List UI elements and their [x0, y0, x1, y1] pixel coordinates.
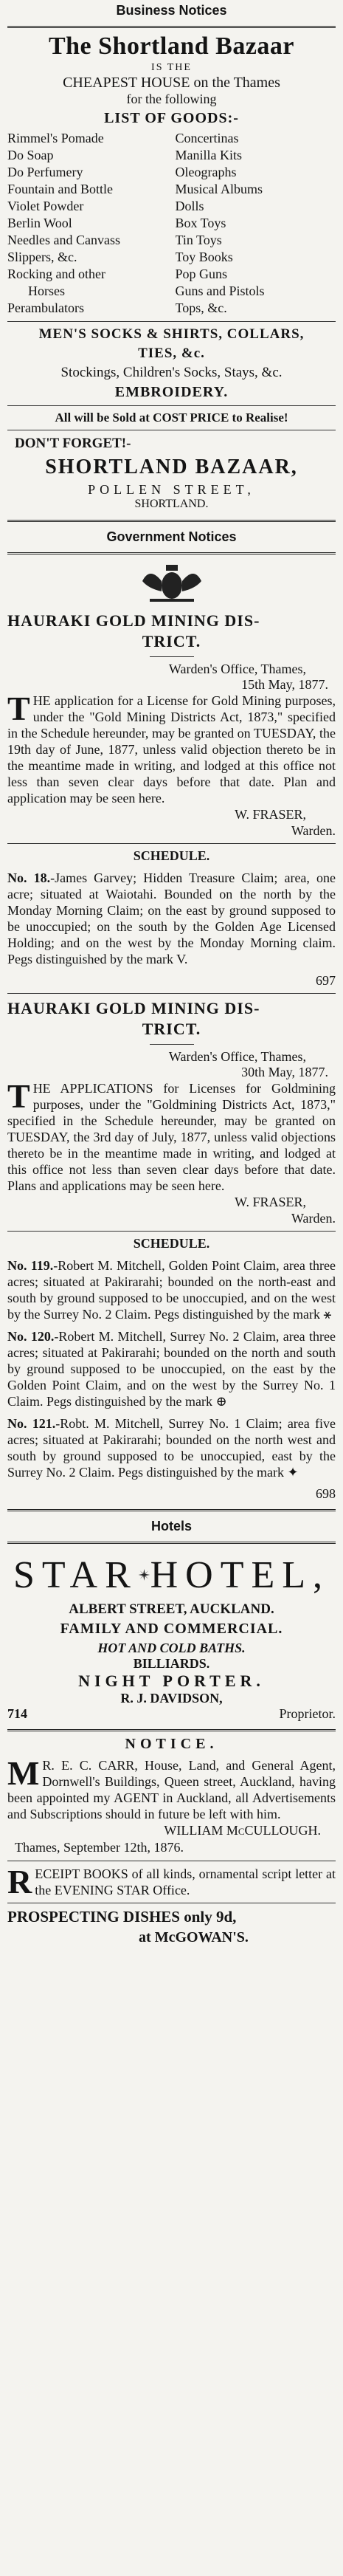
cheapest-house-text: CHEAPEST HOUSE on the Thames — [63, 75, 280, 91]
schedule-item-text: -Robt. M. Mitchell, Surrey No. 1 Claim; area five acres; situated at Pakirarahi; bounded on the north west and south by ground supposed to be unoccupied, east by the Surrey No. 2 Claim. Pegs distinguished by the mark — [7, 1416, 336, 1480]
peg-mark-icon: ⊕ — [215, 1394, 227, 1409]
divider — [7, 405, 336, 406]
is-the-text: IS THE — [151, 62, 192, 73]
schedule-item-text: -James Garvey; Hidden Treasure Claim; area, one acre; situated at Waiotahi. Bounded on the north by the Monday Morning Claim; on the east by ground supposed to be unoccupied; on the south by the Golden Age Licensed Holding; and on the west by the Monday Morning claim. Pegs distinguished by the mark V. — [7, 870, 336, 966]
shortland-line: SHORTLAND. — [134, 498, 209, 510]
goods-list — [7, 130, 336, 317]
goods-item: Perambulators — [7, 300, 84, 315]
goods-item: Violet Powder — [7, 199, 84, 213]
notice2-ref-number: 698 — [316, 1486, 336, 1501]
notice1-body — [7, 690, 336, 806]
notice1-schedule-heading: SCHEDULE. — [133, 848, 210, 863]
notice-heading: NOTICE. — [125, 1736, 218, 1752]
divider — [7, 993, 336, 994]
cost-price-line: All will be Sold at COST PRICE to Realise! — [55, 411, 288, 425]
family-commercial: FAMILY AND COMMERCIAL. — [60, 1621, 283, 1637]
pollen-street-line: POLLEN STREET, — [88, 482, 255, 497]
goods-item: Oleographs — [175, 165, 237, 179]
goods-item: Dolls — [175, 199, 204, 213]
business-notices-heading: Business Notices — [116, 3, 227, 18]
goods-left-column — [7, 130, 168, 317]
dropcap: T — [7, 1077, 30, 1115]
notice-place-date: Thames, September 12th, 1876. — [15, 1840, 184, 1855]
divider — [7, 843, 336, 844]
shortland-bazaar-title: The Shortland Bazaar — [48, 32, 295, 60]
divider — [7, 1729, 336, 1731]
peg-mark-icon: ⚹ — [323, 1307, 332, 1322]
list-of-goods-heading: LIST OF GOODS:- — [104, 110, 239, 126]
notice2-role: Warden. — [291, 1211, 336, 1226]
goods-item: Box Toys — [175, 216, 226, 230]
notice2-date: 30th May, 1877. — [241, 1065, 328, 1079]
notice1-signer: W. FRASER, — [235, 807, 306, 822]
hotel-ref-number: 714 — [7, 1706, 27, 1721]
notice-signer: WILLIAM McCULLOUGH. — [164, 1823, 321, 1838]
goods-item: Horses — [28, 284, 65, 298]
for-following-text: for the following — [126, 92, 217, 106]
goods-item: Slippers, &c. — [7, 250, 77, 264]
schedule-item-number: No. 18. — [7, 870, 51, 885]
notice2-body — [7, 1077, 336, 1194]
star-ornament-icon — [138, 1553, 150, 1597]
prospecting-dishes-line: PROSPECTING DISHES only 9d, — [7, 1908, 237, 1926]
goods-item: Rocking and other — [7, 267, 105, 281]
goods-item: Tin Toys — [175, 233, 222, 247]
goods-right-column — [176, 130, 336, 317]
notice1-office: Warden's Office, Thames, — [168, 662, 306, 676]
mcgowans-line: at McGOWAN'S. — [139, 1929, 249, 1945]
schedule-item-text: -Robert M. Mitchell, Surrey No. 2 Claim, area three acres; situated at Pakirarahi; bounded on the north and south by ground supposed to be unoccupied, on the east by the Golden Point Claim, and on the west by the Surrey No. 1 Claim. Pegs distinguished by the mark — [7, 1329, 336, 1409]
notice-body-text: R. E. C. CARR, House, Land, and General Agent, Dornwell's Buildings, Queen street, Auckland, having been appointed my AGENT in Auckland, all Advertisements and Subscriptions should in future be left with him. — [7, 1758, 336, 1821]
divider — [7, 552, 336, 554]
schedule-item — [7, 1415, 336, 1480]
goods-item: Do Soap — [7, 148, 54, 162]
dont-forget-line: DON'T FORGET!- — [15, 436, 131, 451]
divider — [7, 1542, 336, 1544]
hot-cold-baths: HOT AND COLD BATHS. — [97, 1641, 246, 1655]
dropcap: R — [7, 1863, 32, 1900]
goods-item: Fountain and Bottle — [7, 182, 113, 196]
notice1-body-text: HE application for a License for Gold Mining purposes, under the "Gold Mining Districts Act, 1873," specified in the Schedule hereunder, may be granted on TUESDAY, the 19th day of June, 1877, unless valid objection thereto be in the meantime made in writing, and lodged at this office not less than seven clear days before that date. Plan and application may be seen here. — [7, 693, 336, 806]
schedule-item — [7, 870, 336, 967]
receipt-books-text: ECEIPT BOOKS of all kinds, ornamental script letter at the EVENING STAR Office. — [35, 1866, 336, 1897]
schedule-item-number: No. 120. — [7, 1329, 55, 1344]
schedule-item — [7, 1328, 336, 1409]
divider — [7, 520, 336, 522]
proprietor-label: Proprietor. — [279, 1706, 336, 1721]
divider — [7, 26, 336, 28]
divider — [150, 1044, 194, 1045]
hotels-heading: Hotels — [150, 1519, 192, 1533]
notice1-date: 15th May, 1877. — [241, 677, 328, 692]
peg-mark-icon: ✦ — [287, 1465, 299, 1480]
hotel-word: HOTEL, — [150, 1553, 330, 1596]
hotel-address: ALBERT STREET, AUCKLAND. — [69, 1601, 274, 1617]
notice1-role: Warden. — [291, 823, 336, 838]
schedule-item — [7, 1257, 336, 1322]
embroidery-line: EMBROIDERY. — [114, 384, 229, 400]
night-porter: NIGHT PORTER. — [78, 1672, 265, 1690]
dropcap: T — [7, 690, 30, 727]
notice2-body-text: HE APPLICATIONS for Licenses for Goldmining purposes, under the "Goldmining Districts Act, 1873," specified in the Schedule hereunder, may be granted on TUESDAY, the 3rd day of July, 1877, unless valid objections thereto be in the meantime made in writing, and lodged at this office not less than seven clear days before that date. Plans and applications may be seen here. — [7, 1081, 336, 1193]
notice2-office: Warden's Office, Thames, — [168, 1049, 306, 1064]
schedule-item-number: No. 121. — [7, 1416, 56, 1431]
hotel-owner: R. J. DAVIDSON, — [120, 1691, 223, 1706]
stockings-line: Stockings, Children's Socks, Stays, &c. — [60, 365, 283, 380]
goods-item: Pop Guns — [175, 267, 228, 281]
notice1-title: HAURAKI GOLD MINING DIS- — [7, 611, 260, 630]
goods-item: Berlin Wool — [7, 216, 72, 230]
notice2-title: HAURAKI GOLD MINING DIS- — [7, 999, 260, 1017]
divider — [7, 1231, 336, 1232]
goods-item: Toy Books — [175, 250, 233, 264]
goods-item: Guns and Pistols — [175, 284, 265, 298]
billiards: BILLIARDS. — [133, 1656, 210, 1671]
goods-item: Do Perfumery — [7, 165, 83, 179]
notice1-title-cont: TRICT. — [142, 632, 201, 650]
notice2-schedule-heading: SCHEDULE. — [133, 1236, 210, 1251]
divider — [7, 1509, 336, 1511]
hotel-footer-line — [7, 1706, 336, 1722]
schedule-item-text: -Robert M. Mitchell, Golden Point Claim, area three acres; situated at Pakirarahi; bounded on the north-east and south by ground supposed to be unoccupied, and on the west by the Surrey No. 2 Claim. Pegs distinguished by the mark — [7, 1258, 336, 1322]
star-word: STAR — [13, 1553, 138, 1596]
government-notices-heading: Government Notices — [106, 529, 237, 544]
divider — [150, 656, 194, 657]
goods-item: Manilla Kits — [175, 148, 242, 162]
divider — [7, 321, 336, 322]
royal-crest-icon — [128, 559, 216, 606]
notice2-title-cont: TRICT. — [142, 1020, 201, 1038]
dropcap: M — [7, 1754, 40, 1792]
star-hotel-banner — [7, 1548, 336, 1601]
notice2-signer: W. FRASER, — [235, 1195, 306, 1209]
goods-item: Musical Albums — [175, 182, 263, 196]
notice-body — [7, 1754, 336, 1822]
goods-item: Rimmel's Pomade — [7, 131, 104, 145]
shortland-bazaar-footer: SHORTLAND BAZAAR, — [45, 456, 298, 478]
notice1-ref-number: 697 — [316, 973, 336, 988]
goods-item: Needles and Canvass — [7, 233, 120, 247]
schedule-item-number: No. 119. — [7, 1258, 54, 1273]
mens-socks-line: MEN'S SOCKS & SHIRTS, COLLARS, — [38, 326, 305, 342]
goods-item: Concertinas — [175, 131, 239, 145]
ties-line: TIES, &c. — [138, 346, 205, 361]
goods-item: Tops, &c. — [175, 300, 227, 315]
receipt-books-notice — [7, 1863, 336, 1900]
